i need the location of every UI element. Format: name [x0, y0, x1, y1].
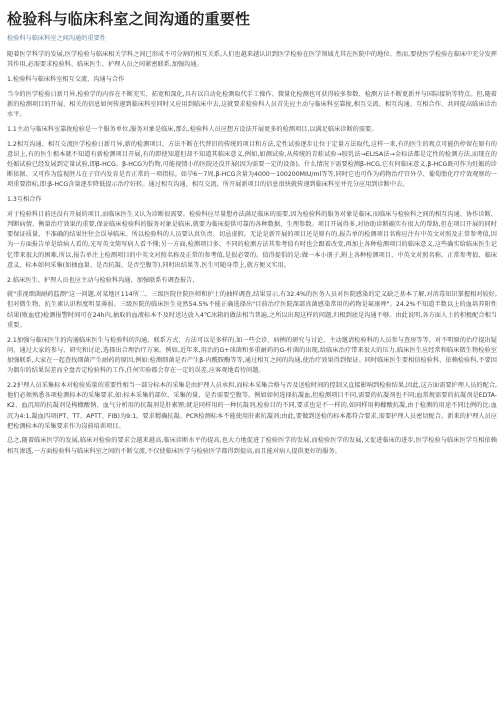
paragraph-1-3: 对于检验科目前还没有开展的项目,而临床医生又认为诊断很需要。检验科应尽量想办法满足临床的需要,因为检验科的服务对象是临床,而临床与检验科之间的相互沟通、协作诊断、判断病情、衡量治疗效果的重要,保证临床检验科的服务对象是临床,就要为临床提供可靠的各种数据、生理参数。项目开展得多,对协助诊断确实有很大的帮助,但在项目开展的同时要保证质量、不准确的结果往往会误导临床。所以检验科的人员要认真负责、切忌虚假。无论是新开展的项目还是原有的,报告单的检测项目名称应注有中英文对照及正常参考值,因为一方面报告单是给病人看的,光写英文简写病人看不懂;另一方面,检测项目多、不同的检测方法其参考值有时也会跟着改变,再加上各种检测项目的临床意义,这些确实给临床医生记忆带来很大的困难,所以,报告单注上检测项目的中英文对照名称及正常的参考值,是很必要的。值得提倡的是:做一本小册子,附上各种检测项目、中英文对照名称、正常参考值、临床意义、标本如何采集(如抽血量、是否抗凝、是否空腹等),同时出结果等,医生可随身带上,就方便又实用。: [7, 210, 497, 269]
paragraph-1-2: 1.2相互沟通、相互交流医学检验日新月异,新的检测项目、方法不断在代替旧的传统的项目和方法,定性试验逐步让位于定量方法取代,这样一来,有的医生的观点可能仍停留在原有的意识上,有的医生根本就不知道有新检测项目开展,有的即使知道但却不知道其临床意义,例如,如测试验,从传统的青蛙试验→胶乳法→ELISA法→金标法都是定性的检测方法,而现在的妊娠试验已经发展到定量试验,即β-HCG。β-HCG为钓物,可能视情小的医院还没开展(因为需要一定的设备)。什么情况下需要检测β-HCG,它有何临床意义,β-HCG既可作为妊娠的诊断依据、又可作为监视胚儿在子宫内发育是否正常的一项指标。如孕6～7周,β-HCG含量为4000～100200MIU/ml等等,同时它也可作为药物治疗宫外孕、葡萄胎化疗疗效观察的一项重要指标,即:β-HCG含量逐步降低提示治疗好转。通过相互沟通、相互交流、所开展新项目的信息很快就传递到临床科室并充分应用到诊断中去。: [7, 140, 497, 189]
paragraph-intro: 随着医学科学的发展,医学检验与临床相关学科之间已形成不可分割的相互关系,人们也越来越认识到医学检验在医学领域尤其在医院中的地位。然而,要使医学检验在临床中充分发挥其作用,必需要求检验科、临床医生、护理人员之间紧密联系,加强沟通。: [7, 51, 497, 69]
paragraph-1-1: 1.1主动与临床科室靠拢检验是一个服务单位,服务对象是临床,那么,检验科人员应想方设法开展更多的检测项目,以满足临床诊断的需要。: [7, 125, 378, 133]
paragraph-conclusion: 总之,随着临床医学的发展,临床对检验的要求会越来越高,临床诊断水平的提高,也大力地促进了检验医学的发展,而检验医学的发展,又促进临床的进步,医学检验与临床医学互相依赖相互渗透,一方面检验科与临床科室之间的不断交流,不仅使临床医学与检验医学都得到提高,而且能对病人提供更好的服务。: [7, 437, 497, 455]
paragraph-2-1: 2.1加强与临床医生的沟通临床医生与检验科的沟通、联系方式、方法可以是多样的,如一些会诊、病例的研究与讨论、主动邀请检验科的人员参与查房等等。对不明原的治疗提出疑问、通过大家的参与、研究和讨论,选择出合理治疗方案。例如,近年来,用治的G+球菌和多重耐药的G-杆菌的出现,给临床治疗带来很大的压力,临床医生应经常和临床微生物检验室加强联系,大家在一起查找细菌产生耐药的原因,例如:检测细菌是否产生β-内酰胺酶等等,通过相互之间的沟通,使治疗效果得到保证。同时临床医生要相信检验科、依赖检验科,不要因为偶尔的结果误差而全盘否定检验科的工作,任何实验都会存在一定的误差,应客观地看待问题。: [7, 336, 497, 375]
section-heading-1-3: 1.3互相合作: [7, 196, 42, 204]
section-heading-1: 1.检验科与临床科室相互交流、沟通与合作: [7, 76, 125, 84]
document-subtitle: 检验科与临床科室之间沟通的重要性: [7, 35, 106, 42]
document-title: 检验科与临床科室之间沟通的重要性: [7, 10, 251, 28]
paragraph-survey: 就"重视细菌耐药监测"这一问题,对某地区114所二、三级医院住院医师和护士的抽样调查,结果显示,有32.4%的医务人员对医院感染的定义缺乏基本了解,对消毒知识掌握相对较好,但对微生物、抗生素认识程度明显薄弱。三级医院的临床医生竟然54.5%不能正确选择出"目前治疗医院深部真菌感染常用的药物是氟康唑"。24.2%不知道半数以上的血培养阳性结果(败血症)检测报警时间可在24h内,抽取的血液标本不及时送达放入4℃冰箱的做法相当普遍,之所以出现这样的问题,归根到底是沟通不够。由此说明,各方面人士的积极配合相当重要。: [7, 291, 497, 329]
paragraph-section-1: 当今的医学检验日新月异,检验学的内容在不断充实、拓宽和深化,具有以自动化检测取代手工操作、微量化检测也可获得较多参数、检测方法不断更新并与国际接轨等特点。但,随着新的检测项目的开展、相关的信息如何传递到临床科室同时又应用到临床中去,这就要求检验科人员首先应主动与临床科室靠拢,相互交流、相互沟通、互相合作、共同提高临床诊治水平。: [7, 90, 497, 119]
paragraph-2-2: 2.2护理人员采集标本对检验质量的重要性相当一部分标本的采集是由护理人员承担,而标本采集合格与否及送检时间的控制又直接影响到检验结果,因此,这方面需要护理人员的配合,他们必须熟悉各项检测标本的采集要求,如:标本采集的部位、采集的量、是否需要空腹等。例如如何选择抗凝血,但检测项目不同,需要的抗凝剂也不同;血常规需要的抗凝剂是EDTA-K2、血沉用的抗凝剂是枸橼酸钠、血气分析用的抗凝剂是肝素锂;就是同样用的一种抗凝剂,检验目的不同,要求也是不一样的,如同样用枸橼酸抗凝,由于检测的用途不同比例的比:血沉为4:1,凝血四项(PT、TT、APTT、FIB)为9:1。要求精确抗凝。PCR检测标本不能使用肝素抗凝剂;由此,要做到送检的标本都符合要求,需要护理人员密切配合。新来的护理人员应把检测标本的采集要求作为岗前培训项目。: [7, 381, 497, 430]
section-heading-2: 2.临床医生、护理人员也应主动与检验科沟通、加强联系有调查报告,: [7, 276, 195, 284]
